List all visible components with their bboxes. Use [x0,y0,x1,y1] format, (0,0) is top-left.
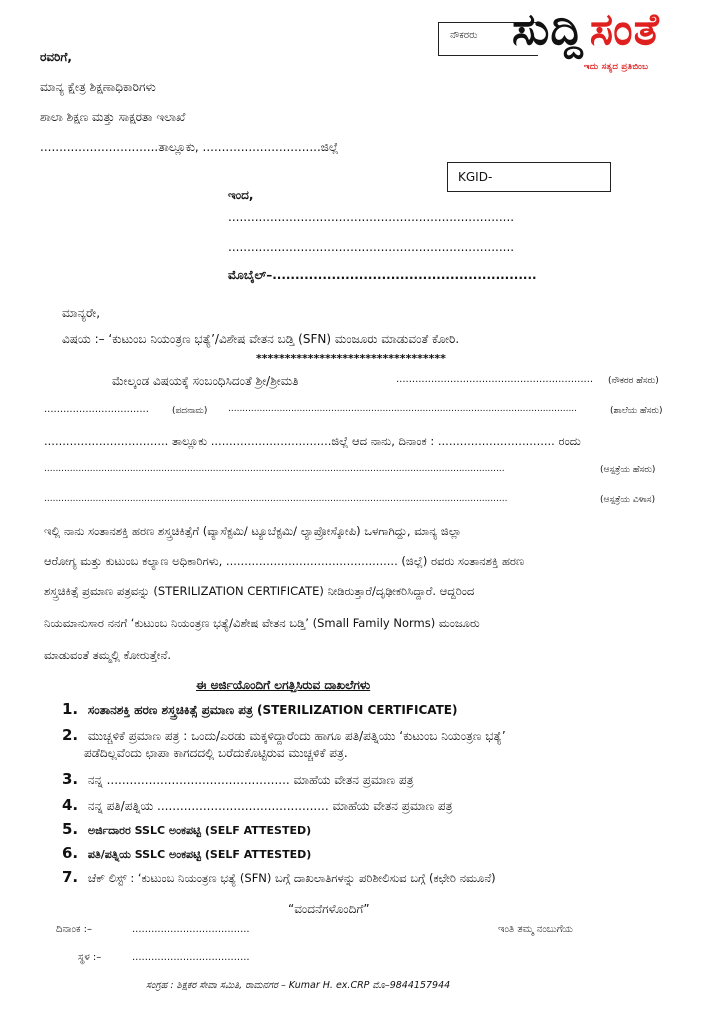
body-line-1: ಇಲ್ಲಿ ನಾನು ಸಂತಾನಶಕ್ತಿ ಹರಣ ಶಸ್ತ್ರಚಿಕಿತ್ಸೆಗೆ (ವ್ಯಾಸೆಕ್ಟಮಿ/ ಟ್ಯೂಬೆಕ್ಟಮಿ/ ಲ್ಯಾಪ್ರೋಸ್ಕೋಪಿ) ಒಳಗಾಗಿದ್ದು, ಮಾನ್ಯ ಜಿಲ್ಲಾ [44,524,462,538]
attachment-num: 5. [62,820,79,838]
logo-tagline: ಇದು ಸತ್ಯದ ಪ್ರತಿಬಿಂಬ [584,62,649,72]
field-row1-dots[interactable]: .............................................................. [396,374,594,385]
attachment-item [62,700,458,718]
attachment-item [62,796,452,814]
attachment-item [62,770,413,788]
field-row5-hint: (ಆಸ್ಪತ್ರೆಯ ವಿಳಾಸ) [600,495,656,505]
recipient-line2: ಶಾಲಾ ಶಿಕ್ಷಣ ಮತ್ತು ಸಾಕ್ಷರತಾ ಇಲಾಖೆ [40,110,186,124]
body-line-2: ಆರೋಗ್ಯ ಮತ್ತು ಕುಟುಂಬ ಕಲ್ಯಾಣ ಅಧಿಕಾರಿಗಳು, ............................................... (ಜಿಲ್ಲೆ) ರವರು ಸಂತಾನಶಕ್ತಿ ಹರಣ [44,554,525,568]
field-row1-hint: (ನೌಕರರ ಹೆಸರು) [608,376,659,386]
attachment-text: ಅರ್ಜಿದಾರರ SSLC ಅಂಕಪಟ್ಟಿ (SELF ATTESTED) [87,824,312,837]
attachment-num: 1. [62,700,79,718]
field-row2-dots-a[interactable]: ................................. [44,404,149,415]
logo-title [512,4,660,56]
body-line-5: ಮಾಡುವಂತೆ ತಮ್ಮಲ್ಲಿ ಕೋರುತ್ತೇನೆ. [44,648,171,662]
stars-divider: ********************************* [256,352,446,365]
field-row1-label: ಮೇಲ್ಕಂಡ ವಿಷಯಕ್ಕೆ ಸಂಬಂಧಿಸಿದಂತೆ ಶ್ರೀ/ಶ್ರೀಮತಿ [112,374,299,388]
attachment-num: 6. [62,844,79,862]
attachment-text: ನನ್ನ ಪತಿ/ಪತ್ನಿಯ ............................................. ಮಾಹೆಯ ವೇತನ ಪ್ರಮಾಣ ಪತ್ರ [87,799,453,813]
logo-dark-text: ಸುದ್ದಿ [512,4,584,55]
field-row4-dots[interactable]: ................................................................................................................................................................. [44,464,505,474]
salutation: ಮಾನ್ಯರೇ, [62,306,101,320]
field-row5-dots[interactable]: .................................................................................................................................................................. [44,494,508,504]
kgid-box[interactable] [447,162,611,192]
footer-credit: ಸಂಗ್ರಹ : ಶಿಕ್ಷಕರ ಸೇವಾ ಸಮಿತಿ, ರಾಮನಗರ – Kumar H. ex.CRP ಮೊ–9844157944 [146,980,451,991]
attachment-text: ಸಂತಾನಶಕ್ತಿ ಹರಣ ಶಸ್ತ್ರಚಿಕಿತ್ಸೆ ಪ್ರಮಾಣ ಪತ್ರ (STERILIZATION CERTIFICATE) [87,703,458,717]
attachments-title: ಈ ಅರ್ಜಿಯೊಂದಿಗೆ ಲಗತ್ತಿಸಿರುವ ದಾಖಲೆಗಳು [196,678,371,692]
attachment-num: 7. [62,868,79,886]
logo-red-text: ಸಂತೆ [589,4,660,55]
attachment-text: ಚೆಕ್ ಲಿಸ್ಟ್ : ‘ಕುಟುಂಬ ನಿಯಂತ್ರಣ ಭತ್ಯೆ (SFN) ಬಗ್ಗೆ ದಾಖಲಾತಿಗಳನ್ನು ಪರಿಶೀಲಿಸುವ ಬಗ್ಗೆ (ಕಛೇರಿ ನಮೂನೆ) [87,871,496,885]
sender-line1: ........................................................................... [228,210,515,224]
header-corner-text: ನೌಕರರು [450,30,478,41]
recipient-line1: ಮಾನ್ಯ ಕ್ಷೇತ್ರ ಶಿಕ್ಷಣಾಧಿಕಾರಿಗಳು [40,80,156,94]
closing-text: “ವಂದನೆಗಳೊಂದಿಗೆ” [288,902,370,916]
attachment-text-cont: ಪಡೆದಿಲ್ಲವೆಂದು ಛಾಪಾ ಕಾಗದದಲ್ಲಿ ಬರೆದುಕೊಟ್ಟಿರುವ ಮುಚ್ಚಳಿಕೆ ಪತ್ರ. [84,746,348,760]
field-row2-dots-b[interactable]: .......................................................................................................................... [228,404,578,414]
sender-mobile: ಮೊಬೈಲ್–.......................................................... [228,268,537,282]
attachment-text: ಪತಿ/ಪತ್ನಿಯ SSLC ಅಂಕಪಟ್ಟಿ (SELF ATTESTED) [87,848,312,861]
attachment-item [62,726,506,744]
date-field[interactable]: ..................................... [132,924,250,935]
attachment-num: 3. [62,770,79,788]
recipient-to: ರವರಿಗೆ, [40,50,72,64]
attachment-item [62,820,311,838]
attachment-num: 2. [62,726,79,744]
field-row2-hint-b: (ಶಾಲೆಯ ಹೆಸರು) [610,406,663,416]
attachment-item [62,844,311,862]
field-row2-hint-a: (ಪದನಾಮ) [172,406,208,416]
yours-faithfully: ಇಂತಿ ತಮ್ಮ ನಂಬುಗೆಯ [498,924,573,935]
date-label: ದಿನಾಂಕ :– [56,924,93,935]
sender-from: ಇಂದ, [228,188,254,202]
subject-line: ವಿಷಯ :– ‘ಕುಟುಂಬ ನಿಯಂತ್ರಣ ಭತ್ಯೆ’/ವಿಶೇಷ ವೇತನ ಬಡ್ತಿ (SFN) ಮಂಜೂರು ಮಾಡುವಂತೆ ಕೋರಿ. [62,332,460,346]
place-label: ಸ್ಥಳ :– [78,952,102,963]
body-line-4: ನಿಯಮಾನುಸಾರ ನನಗೆ ‘ಕುಟುಂಬ ನಿಯಂತ್ರಣ ಭತ್ಯೆ/ವಿಶೇಷ ವೇತನ ಬಡ್ತಿ’ (Small Family Norms) ಮಂಜೂರು [44,616,480,630]
brand-logo [512,4,720,74]
attachment-text: ನನ್ನ ................................................ ಮಾಹೆಯ ವೇತನ ಪ್ರಮಾಣ ಪತ್ರ [87,773,414,787]
kgid-label: KGID- [458,170,493,184]
recipient-line3: ...............................ತಾಲ್ಲೂಕು, ...............................ಜಿಲ್ಲೆ [40,140,339,154]
attachment-text: ಮುಚ್ಚಳಿಕೆ ಪ್ರಮಾಣ ಪತ್ರ : ಒಂದು/ಎರಡು ಮಕ್ಕಳಿದ್ದಾರೆಂದು ಹಾಗೂ ಪತಿ/ಪತ್ನಿಯು ‘ಕುಟುಂಬ ನಿಯಂತ್ರಣ ಭತ್ಯೆ’ [87,729,506,743]
attachment-num: 4. [62,796,79,814]
sender-line2: ........................................................................... [228,240,515,254]
field-row3[interactable]: .................................. ತಾಲ್ಲೂಕು .................................ಜಿಲ್ಲೆ ಆದ ನಾನು, ದಿನಾಂಕ : ................................ ರಂದು [44,434,581,448]
body-line-3: ಶಸ್ತ್ರಚಿಕಿತ್ಸೆ ಪ್ರಮಾಣ ಪತ್ರವನ್ನು (STERILIZATION CERTIFICATE) ನೀಡಿರುತ್ತಾರೆ/ದೃಢೀಕರಿಸಿದ್ದಾರೆ. ಆದ್ದರಿಂದ [44,584,475,598]
place-field[interactable]: ..................................... [132,952,250,963]
attachment-item [62,868,496,886]
field-row4-hint: (ಆಸ್ಪತ್ರೆಯ ಹೆಸರು) [600,465,656,475]
